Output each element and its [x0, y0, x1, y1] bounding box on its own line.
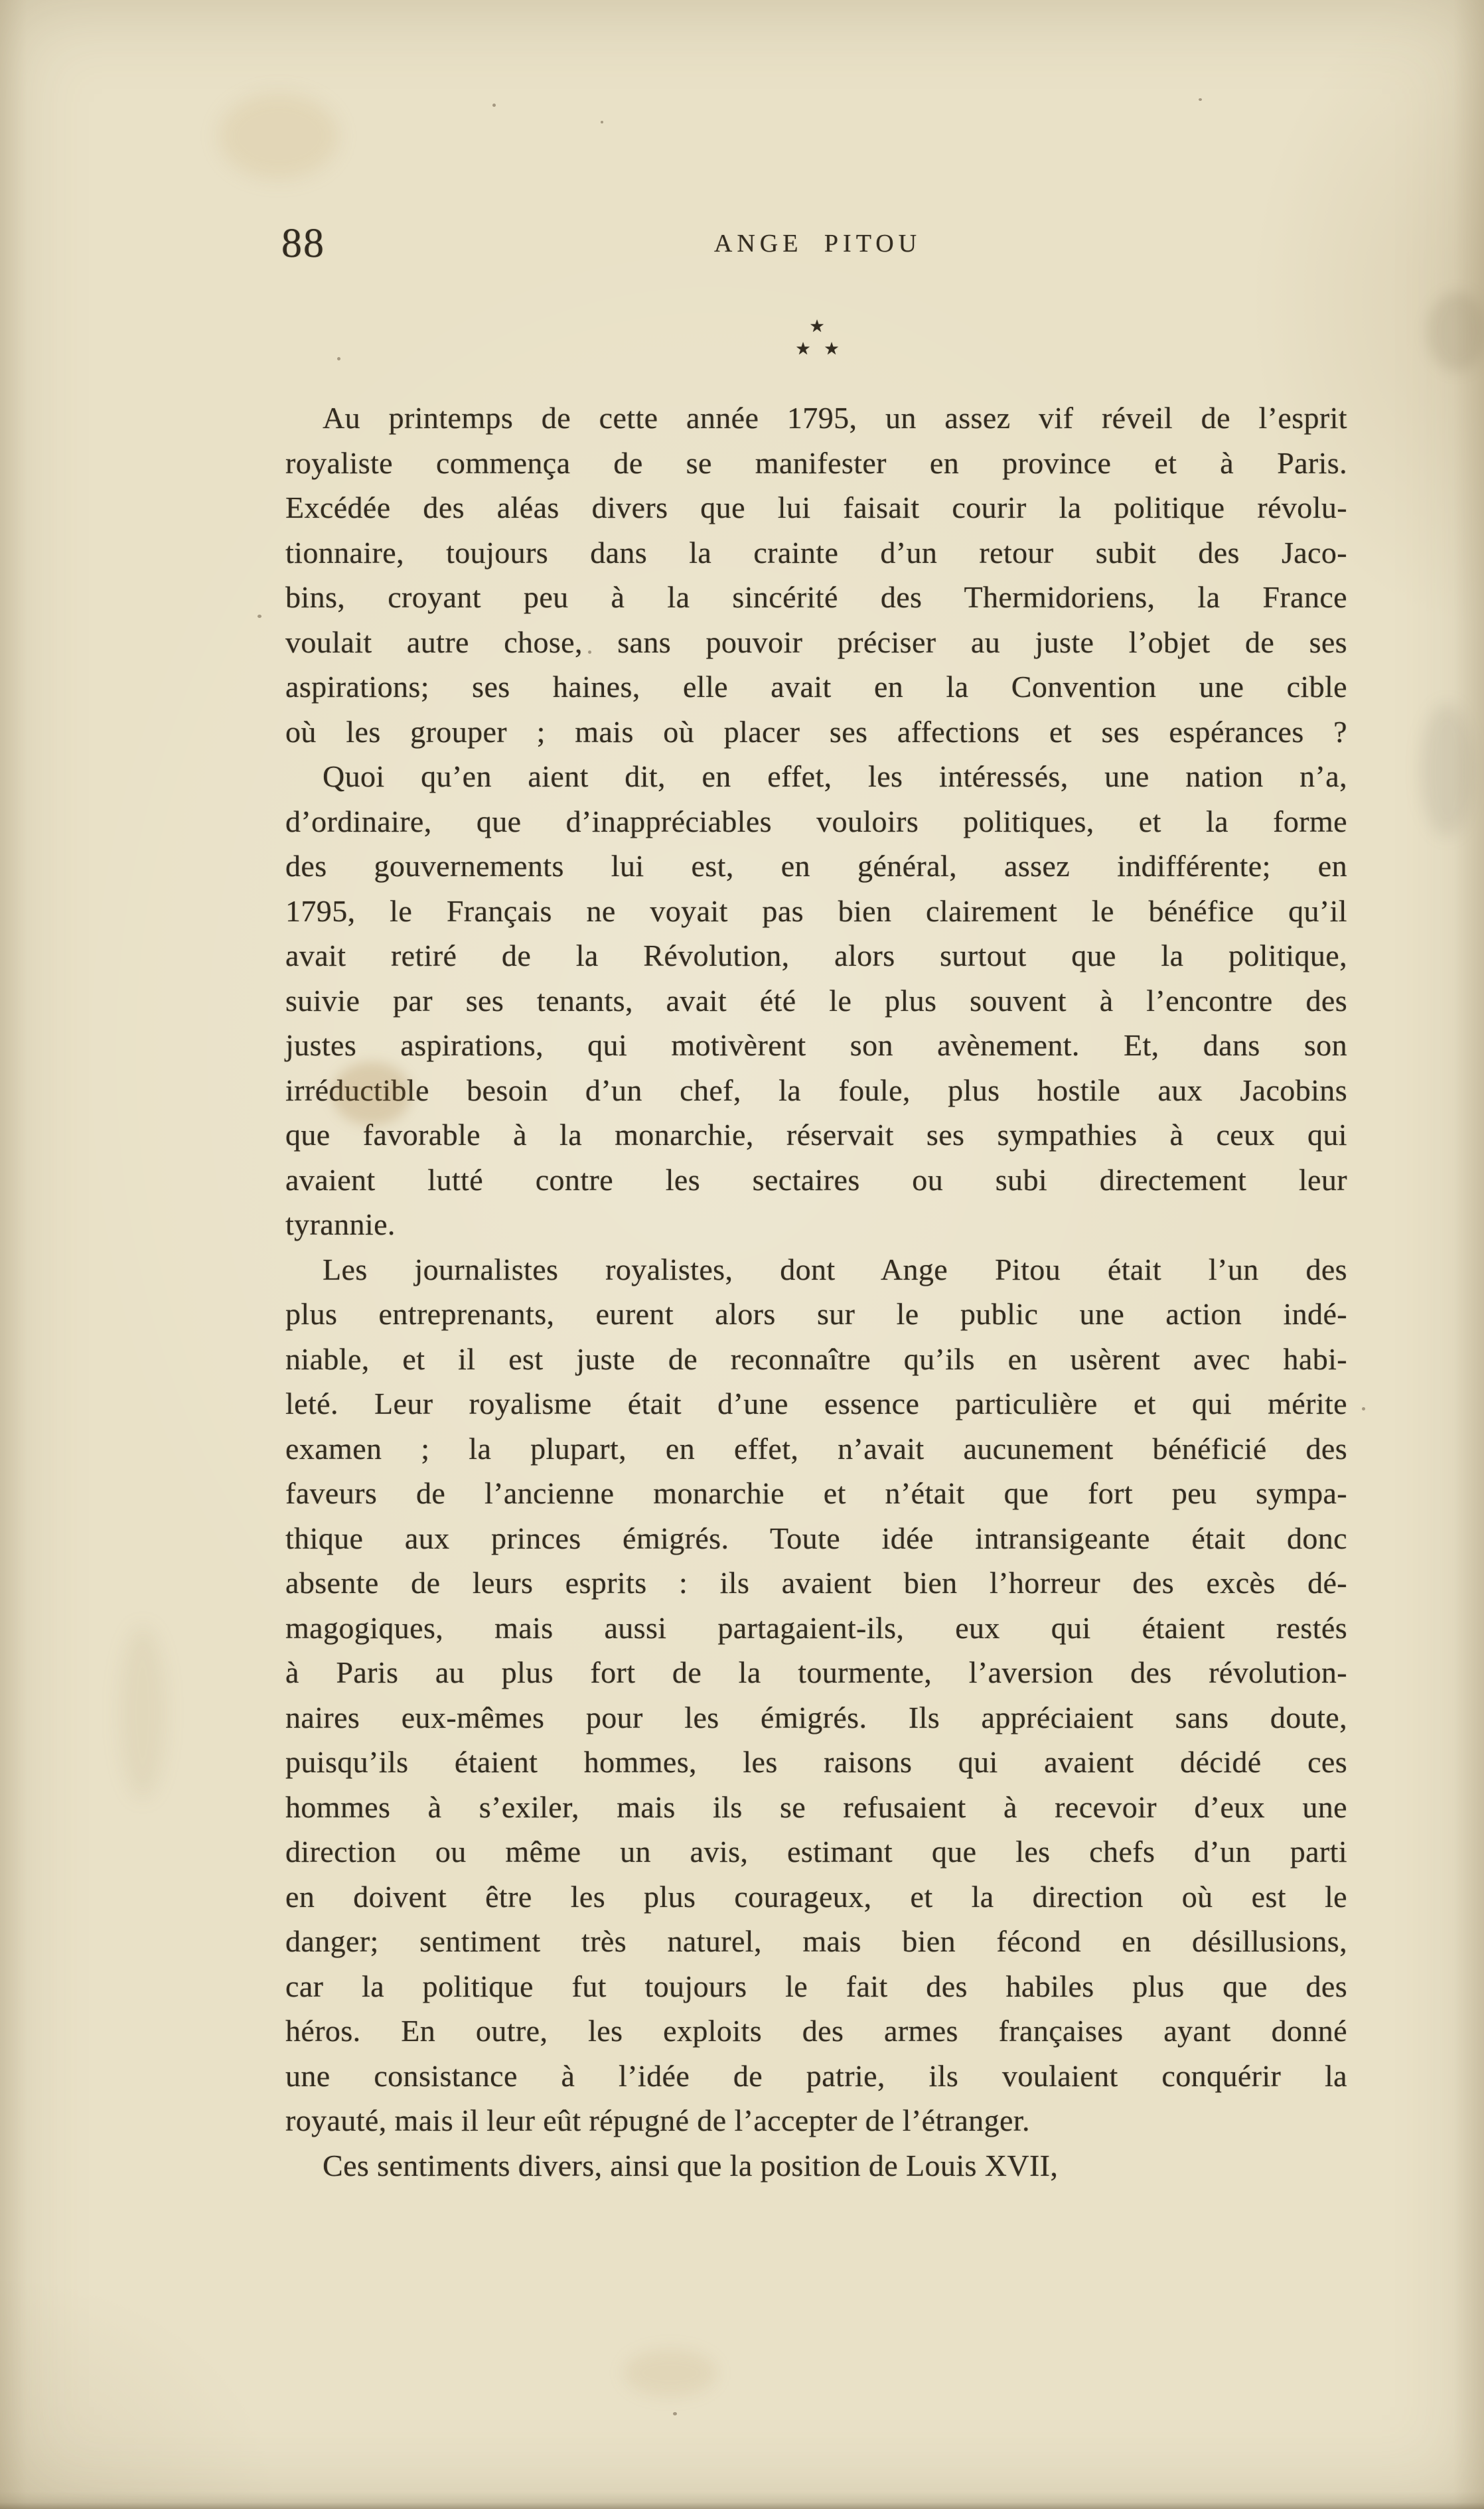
paper-speck — [601, 121, 603, 123]
asterism-star-icon: ★ — [795, 339, 811, 359]
text-line: bins, croyant peu à la sincérité des Thermidoriens, la France — [285, 580, 1347, 614]
text-block — [285, 396, 1347, 2188]
text-line: avait retiré de la Révolution, alors surtout que la politique, — [285, 939, 1347, 972]
text-line: niable, et il est juste de reconnaître qu’ils en usèrent avec habi- — [285, 1341, 1347, 1376]
text-line: leté. Leur royalisme était d’une essence particulière et qui mérite — [285, 1387, 1347, 1420]
text-line: danger; sentiment très naturel, mais bien fécond en désillusions, — [285, 1924, 1347, 1958]
text-line: d’ordinaire, que d’inappréciables vouloirs politiques, et la forme — [285, 804, 1347, 838]
text-line: faveurs de l’ancienne monarchie et n’était que fort peu sympa- — [285, 1476, 1347, 1510]
text-line: suivie par ses tenants, avait été le plus souvent à l’encontre des — [285, 983, 1347, 1018]
text-line: magogiques, mais aussi partagaient-ils, eux qui étaient restés — [285, 1610, 1347, 1645]
text-line: royauté, mais il leur eût répugné de l’accepter de l’étranger. — [285, 2103, 1030, 2137]
text-line: tyrannie. — [285, 1207, 396, 1241]
text-line: Ces sentiments divers, ainsi que la position de Louis XVII, — [323, 2148, 1059, 2182]
text-line: voulait autre chose, sans pouvoir préciser au juste l’objet de ses — [285, 625, 1347, 659]
text-line: royaliste commença de se manifester en province et à Paris. — [285, 445, 1347, 480]
text-line: héros. En outre, les exploits des armes françaises ayant donné — [285, 2014, 1347, 2048]
text-line: 1795, le Français ne voyait pas bien clairement le bénéfice qu’il — [285, 893, 1347, 928]
text-line: examen ; la plupart, en effet, n’avait aucunement bénéficié des — [285, 1431, 1347, 1466]
paper-speck — [337, 357, 340, 360]
paper-speck — [1199, 98, 1202, 101]
text-line: puisqu’ils étaient hommes, les raisons qui avaient décidé ces — [285, 1745, 1347, 1779]
text-line: avaient lutté contre les sectaires ou subi directement leur — [285, 1162, 1347, 1197]
text-line: que favorable à la monarchie, réservait ses sympathies à ceux qui — [285, 1118, 1347, 1152]
text-line: Excédée des aléas divers que lui faisait courir la politique révolu- — [285, 491, 1347, 524]
text-line: plus entreprenants, eurent alors sur le public une action indé- — [285, 1297, 1347, 1331]
paper-speck — [673, 2412, 677, 2415]
paper-speck — [492, 104, 496, 107]
text-line: car la politique fut toujours le fait des habiles plus que des — [285, 1969, 1347, 2003]
text-line: Quoi qu’en aient dit, en effet, les intéressés, une nation n’a, — [323, 759, 1347, 793]
text-line: thique aux princes émigrés. Toute idée intransigeante était donc — [285, 1521, 1347, 1555]
text-line: aspirations; ses haines, elle avait en la Convention une cible — [285, 670, 1347, 704]
text-line: en doivent être les plus courageux, et la direction où est le — [285, 1879, 1347, 1914]
running-title: ANGE PITOU — [713, 230, 922, 258]
text-line: des gouvernements lui est, en général, assez indifférente; en — [285, 849, 1347, 883]
text-line: hommes à s’exiler, mais ils se refusaient à recevoir d’eux une — [285, 1789, 1347, 1824]
text-line: où les grouper ; mais où placer ses affections et ses espérances ? — [285, 714, 1347, 749]
asterism-star-icon: ★ — [824, 339, 840, 359]
text-line: Les journalistes royalistes, dont Ange Pitou était l’un des — [323, 1252, 1347, 1286]
paper-speck — [1362, 1407, 1365, 1410]
text-line: irréductible besoin d’un chef, la foule, plus hostile aux Jacobins — [285, 1073, 1347, 1107]
text-line: Au printemps de cette année 1795, un assez vif réveil de l’esprit — [323, 401, 1347, 435]
page-number: 88 — [281, 221, 325, 266]
text-line: une consistance à l’idée de patrie, ils voulaient conquérir la — [285, 2058, 1347, 2093]
text-line: naires eux-mêmes pour les émigrés. Ils appréciaient sans doute, — [285, 1700, 1347, 1734]
paper-stain — [1427, 292, 1484, 372]
paper-stain — [1420, 704, 1473, 836]
paper-stain — [119, 1626, 166, 1799]
text-line: justes aspirations, qui motivèrent son avènement. Et, dans son — [285, 1028, 1347, 1062]
text-line: à Paris au plus fort de la tourmente, l’aversion des révolution- — [285, 1655, 1347, 1689]
text-line: absente de leurs esprits : ils avaient bien l’horreur des excès dé- — [285, 1566, 1347, 1600]
asterism-star-icon: ★ — [809, 317, 825, 337]
paper-speck — [258, 615, 261, 618]
paper-stain — [219, 93, 338, 179]
text-line: tionnaire, toujours dans la crainte d’un retour subit des Jaco- — [285, 535, 1347, 570]
text-line: direction ou même un avis, estimant que les chefs d’un parti — [285, 1835, 1347, 1868]
paper-stain — [624, 2350, 717, 2396]
